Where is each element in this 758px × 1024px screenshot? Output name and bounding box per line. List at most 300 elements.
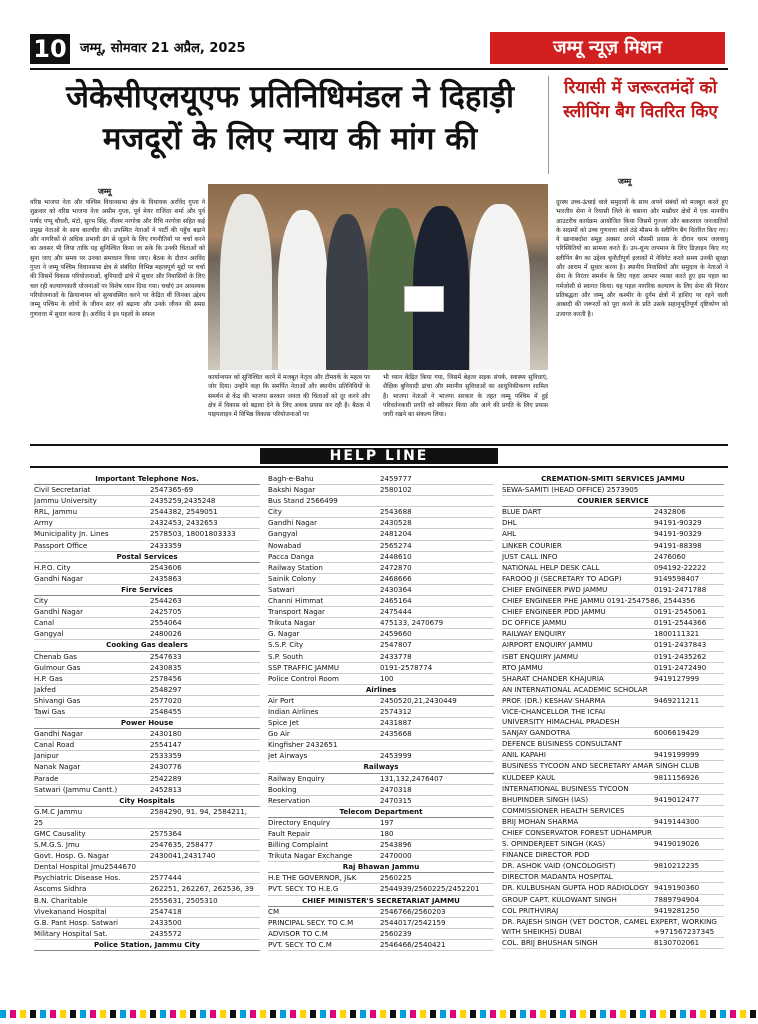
directory-number: 2547633: [150, 651, 182, 661]
directory-row: [502, 507, 724, 518]
directory-row: [502, 906, 724, 917]
directory-number: 2430180: [150, 729, 182, 739]
directory-entry-line: DIRECTOR MADANTA HOSPITAL: [502, 872, 724, 883]
directory-name: S. OPINDERJEET SINGH (KAS): [502, 839, 606, 849]
helpline-column-3: [502, 474, 724, 1008]
directory-name: Gandhi Nagar: [34, 573, 83, 583]
directory-number: 0191-2545061: [654, 607, 707, 617]
directory-section-heading: CREMATION-SMITI SERVICES JAMMU: [502, 474, 724, 485]
directory-name: Canal Road: [34, 740, 75, 750]
directory-number: 2584290, 91. 94, 2584211,: [150, 806, 248, 816]
directory-number: 2425705: [150, 607, 182, 617]
directory-name: DC OFFICE JAMMU: [502, 618, 567, 628]
directory-section-heading: Police Station, Jammu City: [34, 940, 260, 951]
photo-person: [220, 194, 272, 370]
directory-row: [268, 774, 494, 785]
directory-name: DR. KULBUSHAN GUPTA HOD RADIOLOGY: [502, 883, 649, 893]
directory-row: [34, 596, 260, 607]
directory-number: 2554147: [150, 740, 182, 750]
directory-name: Municipality Jn. Lines: [34, 529, 109, 539]
directory-row: [268, 541, 494, 552]
directory-row: [502, 574, 724, 585]
directory-name: SSP TRAFFIC JAMMU: [268, 662, 340, 672]
directory-row: [34, 762, 260, 773]
directory-name: NATIONAL HELP DESK CALL: [502, 562, 600, 572]
story1-photo: [208, 184, 548, 370]
directory-number: 9811156926: [654, 772, 700, 782]
directory-row: [268, 918, 494, 929]
directory-row: [502, 674, 724, 685]
directory-entry-line: Dental Hospital Jmu2544670: [34, 862, 260, 873]
helpline-title: HELP LINE: [260, 448, 498, 464]
directory-row: [268, 629, 494, 640]
directory-row: [268, 552, 494, 563]
directory-row: [268, 507, 494, 518]
directory-row: [268, 529, 494, 540]
directory-number: 2452813: [150, 784, 182, 794]
directory-entry-line: 25: [34, 818, 260, 829]
directory-name: PVT. SECY. TO H.E.G: [268, 884, 339, 894]
story1-column-3: भी ध्यान केंद्रित किया गया, जिसमें बेहतर सड़क संपर्क, स्वास्थ्य सुविधाएं, शैक्षिक बुनियादी ढांचा और स्थानीय सुविधाओं का आधुनिकीकरण शामिल है। भाजपा नेताओं ने भाजपा सरकार के तहत जम्मू पश्चिम में हुई परिवर्तनकारी प्रगति को स्वीकार किया और आगे की प्रगति के लिए प्रयास जारी रखने का संकल्प लिया।: [383, 374, 548, 419]
directory-number: 2547635, 258477: [150, 840, 214, 850]
directory-number: 2544382, 2549051: [150, 507, 218, 517]
directory-row: [502, 563, 724, 574]
directory-row: [34, 929, 260, 940]
directory-row: [34, 663, 260, 674]
directory-number: 2547418: [150, 906, 182, 916]
directory-row: [502, 518, 724, 529]
directory-number: 2433778: [380, 651, 412, 661]
directory-name: CM: [268, 906, 280, 916]
directory-number: 2544263: [150, 596, 182, 606]
directory-number: 2555631, 2505310: [150, 895, 218, 905]
directory-section-heading: Cooking Gas dealers: [34, 640, 260, 651]
directory-name: ISBT ENQUIRY JAMMU: [502, 651, 579, 661]
directory-number: 2433359: [150, 540, 182, 550]
directory-name: Spice Jet: [268, 718, 299, 728]
directory-row: [268, 796, 494, 807]
directory-row: [502, 728, 724, 739]
directory-name: H.P.O. City: [34, 562, 71, 572]
directory-number: 2450520,21,2430449: [380, 695, 457, 705]
directory-row: [268, 607, 494, 618]
directory-name: ADVISOR TO C.M: [268, 928, 328, 938]
directory-row: [502, 839, 724, 850]
directory-row: [502, 663, 724, 674]
directory-number: 2448610: [380, 551, 412, 561]
directory-name: BHUPINDER SINGH (IAS): [502, 794, 589, 804]
directory-number: 2543606: [150, 562, 182, 572]
directory-row: [268, 751, 494, 762]
directory-entry-line: SEWA-SAMITI (HEAD OFFICE) 2573905: [502, 485, 724, 496]
directory-row: [34, 574, 260, 585]
directory-row: [268, 696, 494, 707]
directory-number: 2435668: [380, 729, 412, 739]
directory-name: Transport Nagar: [268, 607, 325, 617]
directory-number: 9419127999: [654, 673, 700, 683]
directory-number: 2546466/2540421: [380, 939, 446, 949]
story2-body: दूरस्थ उच्च-ऊंचाई वाले समुदायों के साथ अपने संबंधों को मजबूत करते हुए भारतीय सेना ने रियासी जिले के चसाना और मखौधर क्षेत्रों में एक मानवीय आउटरीच कार्यक्रम आयोजित किया जिसमें गुज्जर और बकरवाल जनजातियों के सदस्यों को उच्च गुणवत्ता वाले ठंडे मौसम के स्लीपिंग बैग वितरित किए गए। ये खानाबदोश समूह अक्सर अपने मौसमी प्रवास के दौरान चरम जलवायु परिस्थितियों का सामना करते हैं। उप-शून्य तापमान के लिए डिज़ाइन किए गए स्लीपिंग बैग का उद्देश्य चुनौतीपूर्ण इलाकों में नेविगेट करते समय उनकी सुरक्षा और आराम में सुधार करना है। स्थानीय निवासियों और समुदाय के नेताओं ने सेना के निरंतर समर्थन के लिए गहरा आभार व्यक्त करते हुए इस पहल का गर्मजोशी से स्वागत किया। यह पहल नागरिक कल्याण के लिए सेना की निरंतर प्रतिबद्धता और जम्मू और कश्मीर के दुर्गम क्षेत्रों में हाशिए पर रहने वाली आबादी की जरूरतों को पूरा करने के प्रति उसके सहानुभूतिपूर्ण दृष्टिकोण को उजागर करती है।: [556, 199, 728, 318]
directory-name: PROF. (DR.) KESHAV SHARMA: [502, 695, 606, 705]
directory-name: Janipur: [34, 751, 59, 761]
directory-name: Satwari: [268, 584, 295, 594]
directory-row: [268, 652, 494, 663]
directory-name: Ascoms Sidhra: [34, 884, 87, 894]
directory-name: ANIL KAPAHI: [502, 750, 546, 760]
directory-row: [268, 785, 494, 796]
directory-number: 2578456: [150, 673, 182, 683]
directory-row: [268, 618, 494, 629]
directory-row: [268, 585, 494, 596]
directory-name: Psychiatric Disease Hos.: [34, 873, 121, 883]
directory-number: 2470315: [380, 795, 412, 805]
directory-name: Pacca Danga: [268, 551, 314, 561]
directory-number: 2430776: [150, 762, 182, 772]
directory-row: [34, 652, 260, 663]
directory-number: 2433500: [150, 917, 182, 927]
directory-row: [502, 541, 724, 552]
directory-row: [34, 729, 260, 740]
directory-number: 2548455: [150, 706, 182, 716]
directory-number: 2542289: [150, 773, 182, 783]
directory-number: 2533359: [150, 751, 182, 761]
directory-row: [34, 774, 260, 785]
directory-number: 9419144300: [654, 816, 700, 826]
directory-number: 2574312: [380, 706, 412, 716]
directory-name: Channi Himmat: [268, 596, 324, 606]
directory-name: Indian Airlines: [268, 706, 319, 716]
directory-section-heading: Railways: [268, 762, 494, 773]
directory-row: [268, 840, 494, 851]
page-number: 10: [30, 34, 70, 64]
directory-name: Bakshi Nagar: [268, 485, 316, 495]
directory-number: 94191-88398: [654, 540, 702, 550]
story1-headline-line1: जेकेसीएलयूएफ प्रतिनिधिमंडल ने दिहाड़ी: [66, 79, 514, 115]
directory-number: 9419199999: [654, 750, 700, 760]
directory-name: FAROOQ JI (SECRETARY TO ADGP): [502, 573, 622, 583]
directory-section-heading: City Hospitals: [34, 796, 260, 807]
directory-name: Gandhi Nagar: [34, 729, 83, 739]
directory-number: 2435863: [150, 573, 182, 583]
directory-number: 2431887: [380, 718, 412, 728]
directory-row: [34, 629, 260, 640]
directory-number: 0191-2472490: [654, 662, 707, 672]
story1-dateline: जम्मू: [98, 187, 112, 196]
directory-number: 2459660: [380, 629, 412, 639]
photo-person: [278, 210, 328, 370]
directory-row: [268, 940, 494, 951]
directory-number: 2430835: [150, 662, 182, 672]
directory-row: [502, 652, 724, 663]
directory-section-heading: Important Telephone Nos.: [34, 474, 260, 485]
directory-name: Trikuta Nagar: [268, 618, 316, 628]
directory-section-heading: Fire Services: [34, 585, 260, 596]
directory-row: [34, 918, 260, 929]
directory-row: [268, 563, 494, 574]
directory-number: 2560239: [380, 928, 412, 938]
directory-name: G. Nagar: [268, 629, 300, 639]
directory-name: Fault Repair: [268, 829, 310, 838]
directory-name: DR. ASHOK VAID (ONCOLOGIST): [502, 861, 616, 871]
directory-number: 2544939/2560225/2452201: [380, 884, 480, 894]
directory-name: Police Control Room: [268, 673, 339, 683]
helpline-column-1: [34, 474, 260, 1008]
directory-number: 2543896: [380, 840, 412, 850]
directory-entry-line: CHIEF CONSERVATOR FOREST UDHAMPUR: [502, 828, 724, 839]
directory-number: 94191-90329: [654, 518, 702, 528]
directory-name: Gandhi Nagar: [34, 607, 83, 617]
directory-name: LINKER COURIER: [502, 540, 562, 550]
directory-number: 2580102: [380, 485, 412, 495]
directory-name: AIRPORT ENQUIRY JAMMU: [502, 640, 593, 650]
directory-entry-line: DEFENCE BUSINESS CONSULTANT: [502, 739, 724, 750]
directory-row: [268, 518, 494, 529]
directory-number: 2430364: [380, 584, 412, 594]
directory-row: [34, 685, 260, 696]
directory-row: [268, 707, 494, 718]
directory-name: Booking: [268, 784, 297, 794]
directory-name: Bagh-e-Bahu: [268, 474, 314, 483]
directory-number: +971567237345: [654, 926, 715, 936]
directory-row: [34, 618, 260, 629]
directory-name: Trikuta Nagar Exchange: [268, 851, 353, 861]
directory-name: S.S.P. City: [268, 640, 304, 650]
dateline: जम्मू, सोमवार 21 अप्रैल, 2025: [80, 41, 246, 56]
directory-name: WITH SHEIKHS) DUBAI: [502, 926, 582, 936]
directory-number: 9149598407: [654, 573, 700, 583]
directory-name: Military Hospital Sat.: [34, 928, 108, 938]
directory-entry-line: UNIVERSITY HIMACHAL PRADESH: [502, 717, 724, 728]
directory-number: 2468666: [380, 573, 412, 583]
story1-column-2: कार्यान्वयन को सुनिश्चित करने में मजबूत नेतृत्व और टीमवर्क के महत्व पर जोर दिया। उन्होंने कहा कि समर्पित नेताओं और स्थानीय प्रतिनिधियों के समर्थन से केंद्र की भाजपा सरकार जनता की चिंताओं को दूर करने और क्षेत्र में विकास को बढ़ावा देने के लिए अथक प्रयास कर रही है। बैठक में पाइपलाइन में विभिन्न विकास परियोजनाओं पर: [208, 374, 370, 419]
directory-row: [268, 818, 494, 829]
directory-name: City: [268, 507, 282, 517]
photo-person: [326, 214, 368, 370]
directory-number: 2435572: [150, 928, 182, 938]
directory-name: Army: [34, 518, 53, 528]
directory-row: [268, 729, 494, 740]
directory-row: [502, 938, 724, 949]
directory-name: H.P. Gas: [34, 673, 63, 683]
directory-section-heading: Airlines: [268, 685, 494, 696]
directory-row: [268, 873, 494, 884]
directory-row: [268, 485, 494, 496]
directory-name: Shivangi Gas: [34, 695, 81, 705]
directory-number: 9469211211: [654, 695, 700, 705]
directory-number: 2554064: [150, 618, 182, 628]
story1-headline-line2: मजदूरों के लिए न्याय की मांग की: [102, 121, 478, 157]
header-rule: [30, 68, 728, 70]
directory-row: [34, 896, 260, 907]
directory-entry-line: INTERNATIONAL BUSINESS TYCOON: [502, 784, 724, 795]
directory-number: 2430041,2431740: [150, 851, 216, 861]
directory-row: [502, 529, 724, 540]
directory-section-heading: CHIEF MINISTER'S SECRETARIAT JAMMU: [268, 896, 494, 907]
directory-name: PRINCIPAL SECY. TO C.M: [268, 917, 354, 927]
directory-number: 197: [380, 817, 394, 827]
directory-name: COL. BRIJ BHUSHAN SINGH: [502, 937, 598, 947]
directory-number: 8130702061: [654, 937, 700, 947]
directory-name: RAILWAY ENQUIRY: [502, 629, 566, 639]
directory-name: COL PRITHVIRAJ: [502, 905, 559, 915]
story2-dateline: जम्मू: [618, 177, 632, 186]
directory-entry-line: Bus Stand 2566499: [268, 496, 494, 507]
directory-name: Billing Complaint: [268, 840, 329, 850]
directory-name: Nanak Nagar: [34, 762, 81, 772]
directory-row: [34, 851, 260, 862]
directory-name: DHL: [502, 518, 517, 528]
directory-name: Gulmour Gas: [34, 662, 81, 672]
directory-row: [34, 507, 260, 518]
directory-row: [34, 707, 260, 718]
directory-name: B.N. Charitable: [34, 895, 88, 905]
directory-section-heading: Power House: [34, 718, 260, 729]
directory-number: 2476060: [654, 551, 686, 561]
directory-name: Parade: [34, 773, 59, 783]
directory-row: [268, 674, 494, 685]
directory-row: [502, 750, 724, 761]
directory-number: 94191-90329: [654, 529, 702, 539]
directory-number: 2547365-69: [150, 485, 194, 495]
directory-row: [502, 773, 724, 784]
directory-row: [268, 929, 494, 940]
directory-number: 2470318: [380, 784, 412, 794]
directory-name: Gangyal: [268, 529, 298, 539]
directory-number: 2470000: [380, 851, 412, 861]
story1-column-1: वरिष्ठ भाजपा नेता और पश्चिम विधानसभा क्षेत्र के विधायक अरविंद गुप्ता ने शुक्रवार को वरिष्ठ भाजपा नेता असीम गुप्ता, पूर्व मेयर राजिंदर शर्मा और पूर्व पार्षद पप्पू चौधरी, मंटो, सुरभ सिंह, नीलम नरगोत्रा और रिचि नरगोत्रा सहित कई प्रमुख नेताओं के साथ बातचीत की। उपस्थित नेताओं ने पार्टी की पहुँच बढ़ाने और नागरिकों से अधिक प्रभावी ढंग से जुड़ने के लिए रणनीतियों पर चर्चा करने का अवसर भी लिया ताकि यह सुनिश्चित किया जा सके कि उनकी चिंताओं को सुना जाए और समय पर उनका समाधान किया जाए। बैठक के दौरान अरविंद गुप्ता ने जम्मू पश्चिम विधानसभा क्षेत्र से संबंधित विभिन्न महत्वपूर्ण मुद्दों पर चर्चा की जिसमें विकास परियोजनाओं, बुनियादी ढांचे में सुधार और निवासियों के लिए चल रही कल्याणकारी योजनाओं पर विशेष ध्यान दिया गया। चर्चाएं उन आवश्यक परियोजनाओं के क्रियान्वयन को सुव्यवस्थित करने पर केंद्रित थीं जिनका उद्देश्य जम्मू पश्चिम के लोगों के जीवन स्तर को बढ़ाना और उनके जीवन की समग्र गुणवत्ता में सुधार करना है। अरविंद ने इन पहलों के सफल: [30, 199, 205, 318]
directory-name: RTO JAMMU: [502, 662, 543, 672]
directory-row: [502, 861, 724, 872]
directory-row: [502, 552, 724, 563]
directory-name: Reservation: [268, 795, 311, 805]
photo-person: [470, 204, 530, 370]
directory-name: S.M.G.S. Jmu: [34, 840, 80, 850]
directory-row: [268, 640, 494, 651]
directory-name: Gandhi Nagar: [268, 518, 317, 528]
directory-name: Tawi Gas: [34, 706, 66, 716]
masthead: जम्मू न्यूज़ मिशन: [490, 32, 725, 64]
directory-row: [268, 574, 494, 585]
directory-name: Railway Enquiry: [268, 773, 325, 783]
story1-headline: [30, 76, 550, 160]
directory-row: [502, 696, 724, 707]
directory-number: 2480026: [150, 629, 182, 639]
directory-section-heading: Telecom Department: [268, 807, 494, 818]
directory-number: 2475444: [380, 607, 412, 617]
directory-name: AHL: [502, 529, 517, 539]
directory-row: [268, 884, 494, 895]
directory-number: 475133, 2470679: [380, 618, 444, 628]
directory-name: BLUE DART: [502, 507, 542, 517]
directory-row: [34, 907, 260, 918]
directory-row: [502, 640, 724, 651]
directory-row: [34, 840, 260, 851]
directory-number: 0191-2471788: [654, 584, 707, 594]
directory-row: [268, 829, 494, 840]
directory-number: 6006619429: [654, 728, 700, 738]
directory-name: JUST CALL INFO: [502, 551, 558, 561]
directory-row: [502, 795, 724, 806]
directory-row: [268, 718, 494, 729]
directory-row: [34, 873, 260, 884]
directory-number: 2578503, 18001803333: [150, 529, 236, 539]
directory-number: 9419190360: [654, 883, 700, 893]
directory-name: CHIEF ENGINEER PDD JAMMU: [502, 607, 606, 617]
directory-name: Satwari (Jammu Cantt.): [34, 784, 118, 794]
directory-row: [502, 895, 724, 906]
directory-row: [268, 907, 494, 918]
directory-row: [34, 829, 260, 840]
directory-number: 2577444: [150, 873, 182, 883]
directory-number: 2465164: [380, 596, 412, 606]
directory-number: 2544017/2542159: [380, 917, 446, 927]
directory-name: RRL, Jammu: [34, 507, 78, 517]
directory-name: Passport Office: [34, 540, 88, 550]
directory-number: 0191-2437843: [654, 640, 707, 650]
directory-number: 180: [380, 829, 394, 838]
photo-document: [404, 286, 444, 312]
directory-row: [34, 529, 260, 540]
directory-number: 2575364: [150, 829, 182, 838]
directory-row: [34, 740, 260, 751]
directory-entry-line: Kingfisher 2432651: [268, 740, 494, 751]
directory-number: 0191-2435262: [654, 651, 707, 661]
directory-name: SANJAY GANDOTRA: [502, 728, 571, 738]
directory-entry-line: AN INTERNATIONAL ACADEMIC SCHOLAR: [502, 685, 724, 696]
directory-name: CHIEF ENGINEER PWD JAMMU: [502, 584, 608, 594]
directory-row: [268, 596, 494, 607]
directory-number: 2459777: [380, 474, 412, 483]
directory-name: City: [34, 596, 48, 606]
directory-number: 2577020: [150, 695, 182, 705]
directory-name: Jammu University: [34, 496, 97, 506]
directory-name: Directory Enquiry: [268, 817, 331, 827]
directory-name: Gangyal: [34, 629, 64, 639]
directory-name: Nowabad: [268, 540, 302, 550]
directory-number: 2560225: [380, 873, 412, 883]
directory-section-heading: Postal Services: [34, 552, 260, 563]
directory-row: [34, 785, 260, 796]
directory-name: GMC Causality: [34, 829, 86, 838]
directory-name: G.B. Pant Hosp. Satwari: [34, 917, 119, 927]
directory-number: 2547807: [380, 640, 412, 650]
directory-name: Air Port: [268, 695, 295, 705]
directory-number: 2543688: [380, 507, 412, 517]
directory-number: 2432453, 2432653: [150, 518, 218, 528]
directory-name: GROUP CAPT. KULOWANT SINGH: [502, 894, 617, 904]
directory-name: SHARAT CHANDER KHAJURIA: [502, 673, 604, 683]
directory-name: G.M.C Jammu: [34, 806, 83, 816]
directory-entry-line: FINANCE DIRECTOR PDD: [502, 850, 724, 861]
directory-row: [502, 618, 724, 629]
directory-number: 094192-22222: [654, 562, 707, 572]
directory-entry-line: CHIEF ENGINEER PHE JAMMU 0191-2547586, 2544356: [502, 596, 724, 607]
directory-row: [34, 518, 260, 529]
directory-name: Vivekanand Hospital: [34, 906, 107, 916]
directory-number: 9419012477: [654, 794, 700, 804]
helpline-banner: [30, 444, 728, 468]
directory-row: [34, 607, 260, 618]
color-registration-strip: [0, 1010, 758, 1018]
directory-name: Go Air: [268, 729, 290, 739]
directory-number: 2472870: [380, 562, 412, 572]
directory-name: PVT. SECY. TO C.M: [268, 939, 332, 949]
directory-name: BRIJ MOHAN SHARMA: [502, 816, 579, 826]
directory-name: KULDEEP KAUL: [502, 772, 556, 782]
directory-number: 2435259,2435248: [150, 496, 216, 506]
directory-number: 131,132,2476407: [380, 773, 444, 783]
directory-name: Jakfed: [34, 684, 56, 694]
